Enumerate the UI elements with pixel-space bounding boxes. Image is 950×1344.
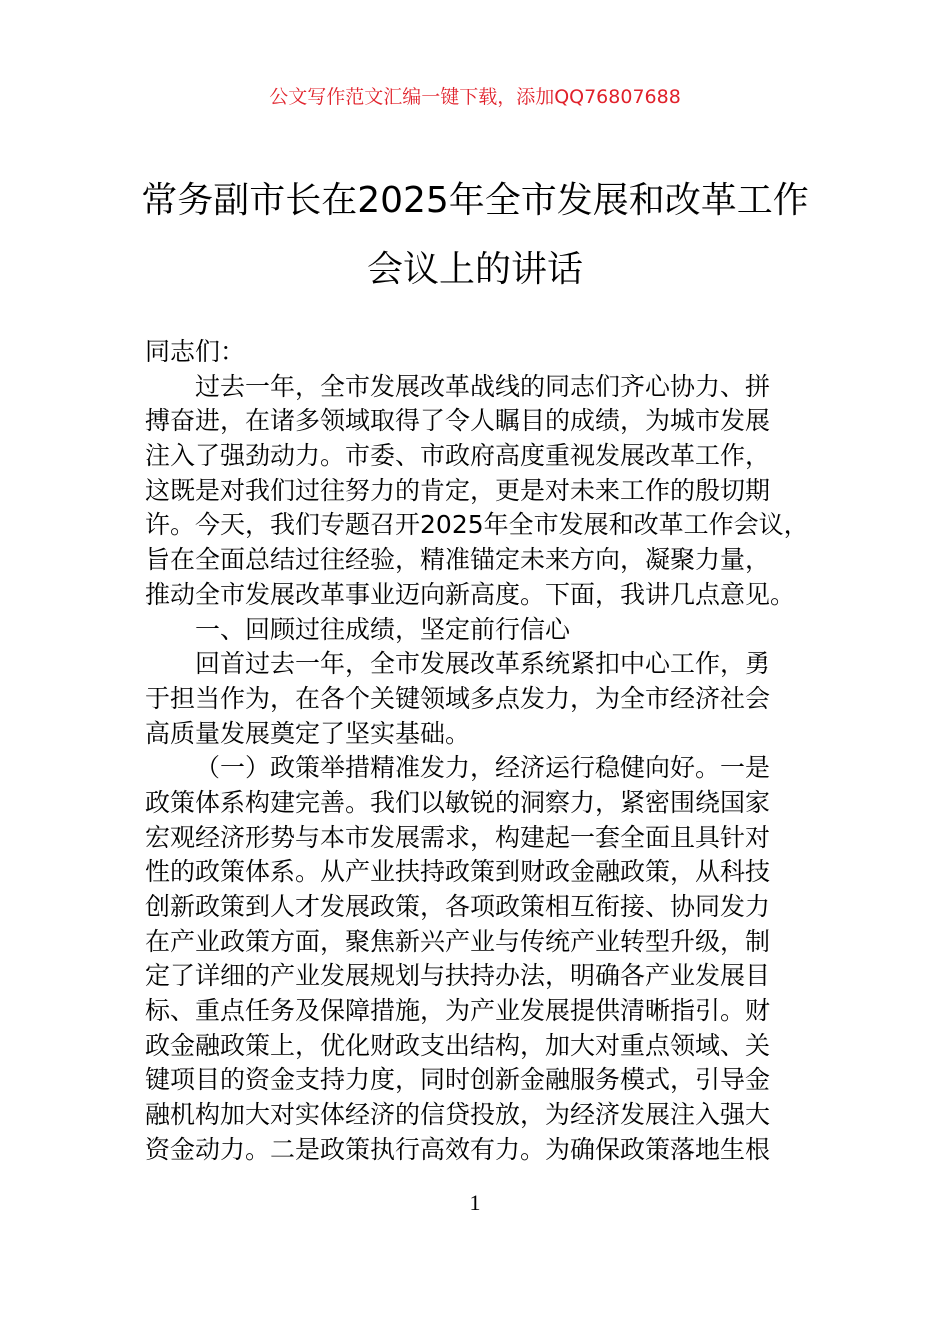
document-title [0,166,950,304]
body-text-line: 这既是对我们过往努力的肯定，更是对未来工作的殷切期 [145,475,771,505]
title-line-1: 常务副市长在2025年全市发展和改革工作 [141,180,809,221]
body-text-line: 高质量发展奠定了坚实基础。 [145,718,471,748]
body-text-line: 政策体系构建完善。我们以敏锐的洞察力，紧密围绕国家 [145,787,771,817]
page-number: 1 [469,1190,481,1215]
body-text-line: 定了详细的产业发展规划与扶持办法，明确各产业发展目 [145,961,771,991]
body-text-line: 宏观经济形势与本市发展需求，构建起一套全面且具针对 [145,822,771,852]
body-text-line: 过去一年，全市发展改革战线的同志们齐心协力、拼 [195,371,771,401]
body-text-line: 回首过去一年，全市发展改革系统紧扣中心工作，勇 [195,649,771,679]
body-text-line: 同志们： [145,337,246,366]
body-text-line: 资金动力。二是政策执行高效有力。为确保政策落地生根 [145,1134,771,1164]
body-text-line: 注入了强劲动力。市委、市政府高度重视发展改革工作， [145,441,771,471]
body-text-line: （一）政策举措精准发力，经济运行稳健向好。一是 [195,753,771,783]
body-text-line: 搏奋进，在诸多领域取得了令人瞩目的成绩，为城市发展 [145,406,771,436]
body-text-line: 政金融政策上，优化财政支出结构，加大对重点领域、关 [145,1030,771,1060]
body-text-line: 标、重点任务及保障措施，为产业发展提供清晰指引。财 [145,996,771,1026]
body-text-line: 性的政策体系。从产业扶持政策到财政金融政策，从科技 [145,857,771,887]
body-text-line: 在产业政策方面，聚焦新兴产业与传统产业转型升级，制 [145,926,771,956]
body-text-line: 推动全市发展改革事业迈向新高度。下面，我讲几点意见。 [145,579,796,609]
body-text-line: 于担当作为，在各个关键领域多点发力，为全市经济社会 [145,683,771,713]
body-text-line: 旨在全面总结过往经验，精准锚定未来方向，凝聚力量， [145,545,771,575]
body-text-line: 融机构加大对实体经济的信贷投放，为经济发展注入强大 [145,1100,771,1130]
body-text-line: 键项目的资金支持力度，同时创新金融服务模式，引导金 [145,1065,771,1095]
body-text-line: 创新政策到人才发展政策，各项政策相互衔接、协同发力 [145,892,771,921]
body-text-line: 一、回顾过往成绩，坚定前行信心 [195,614,571,644]
title-line-2: 会议上的讲话 [366,249,583,290]
download-banner: 公文写作范文汇编一键下载，添加QQ76807688 [269,86,681,108]
body-text-line: 许。今天，我们专题召开2025年全市发展和改革工作会议， [145,510,809,540]
document-body [145,335,845,1168]
